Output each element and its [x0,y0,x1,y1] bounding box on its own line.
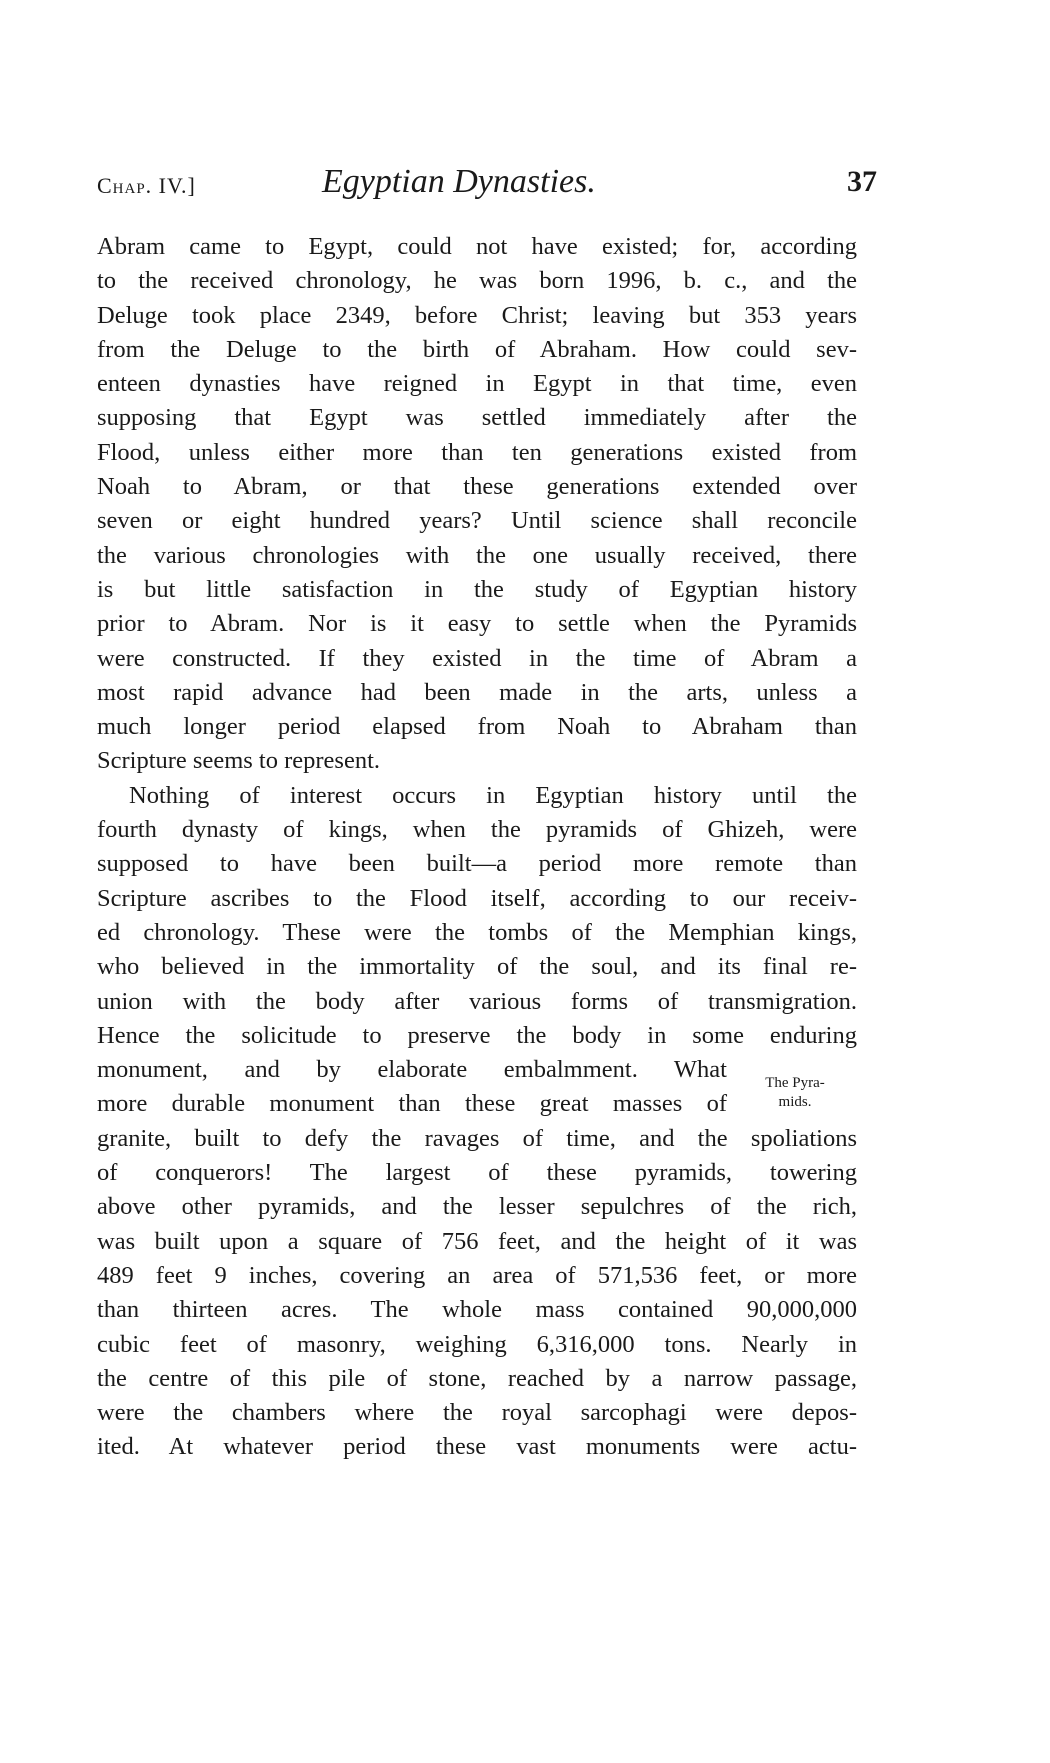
text-line: was built upon a square of 756 feet, and the height of it was [97,1227,857,1255]
text-line: enteen dynasties have reigned in Egypt in that time, even [97,370,857,398]
page-title: Egyptian Dynasties. [322,163,596,200]
text-line: Flood, unless either more than ten generations existed from [97,438,857,466]
text-line: supposing that Egypt was settled immediately after the [97,404,857,432]
text-line: ited. At whatever period these vast monuments were actu- [97,1433,857,1461]
text-line: 489 feet 9 inches, covering an area of 571,536 feet, or more [97,1261,857,1289]
page-number: 37 [847,165,877,198]
text-line: supposed to have been built—a period more remote than [97,850,857,878]
text-line: from the Deluge to the birth of Abraham. How could sev- [97,335,857,363]
text-line: who believed in the immortality of the soul, and its final re- [97,953,857,981]
text-line: seven or eight hundred years? Until science shall reconcile [97,507,857,535]
text-line: above other pyramids, and the lesser sepulchres of the rich, [97,1193,857,1221]
text-line: granite, built to defy the ravages of time, and the spoliations [97,1124,857,1152]
text-line: prior to Abram. Nor is it easy to settle when the Pyramids [97,610,857,638]
text-line: Scripture seems to represent. [97,747,381,775]
margin-note [745,1074,845,1112]
text-line: Deluge took place 2349, before Christ; leaving but 353 years [97,301,857,329]
text-line: Nothing of interest occurs in Egyptian history until the [129,781,857,809]
body-text [97,230,857,1465]
text-line: fourth dynasty of kings, when the pyramids of Ghizeh, were [97,816,857,844]
text-line: much longer period elapsed from Noah to Abraham than [97,713,857,741]
running-header [97,163,877,203]
text-line: Abram came to Egypt, could not have existed; for, according [97,233,857,260]
text-line: monument, and by elaborate embalmment. What [97,1056,727,1084]
text-line: Scripture ascribes to the Flood itself, according to our receiv- [97,884,857,912]
text-line: of conquerors! The largest of these pyramids, towering [97,1159,857,1187]
text-line: cubic feet of masonry, weighing 6,316,000 tons. Nearly in [97,1330,857,1358]
text-line: Hence the solicitude to preserve the body in some enduring [97,1021,857,1049]
text-line: the various chronologies with the one usually received, there [97,541,857,569]
text-line: is but little satisfaction in the study of Egyptian history [97,575,857,603]
text-line: more durable monument than these great masses of [97,1090,727,1118]
chapter-label: Chap. IV.] [97,173,196,198]
text-line: the centre of this pile of stone, reached by a narrow passage, [97,1364,857,1392]
text-line: were the chambers where the royal sarcophagi were depos- [97,1399,857,1427]
text-line: ed chronology. These were the tombs of the Memphian kings, [97,918,857,946]
text-line: were constructed. If they existed in the time of Abram a [97,644,857,672]
text-line: Noah to Abram, or that these generations extended over [97,473,857,501]
text-line: to the received chronology, he was born 1996, b. c., and the [97,267,857,295]
text-line: most rapid advance had been made in the arts, unless a [97,678,857,706]
margin-note-line: mids. [778,1094,812,1110]
margin-note-line: The Pyra- [765,1075,825,1091]
text-line: union with the body after various forms of transmigration. [97,987,857,1015]
text-line: than thirteen acres. The whole mass contained 90,000,000 [97,1296,857,1324]
